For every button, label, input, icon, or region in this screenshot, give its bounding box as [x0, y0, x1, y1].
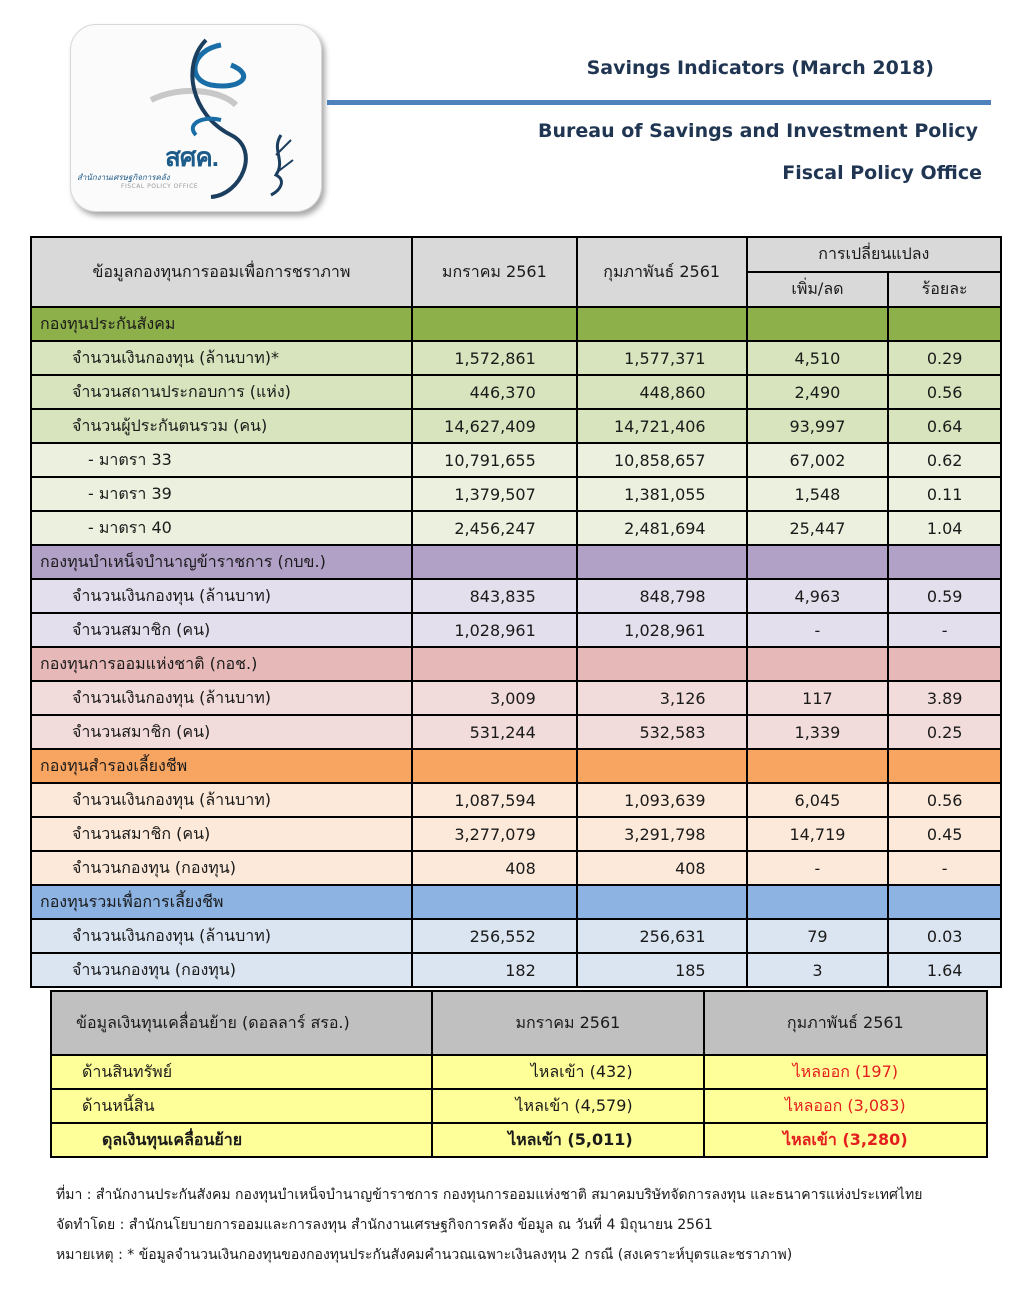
- logo-org-thai: สำนักงานเศรษฐกิจการคลัง: [77, 173, 170, 182]
- section-empty-cell: [577, 647, 747, 681]
- flow-feb-value: ไหลเข้า (3,280): [704, 1123, 987, 1157]
- cell-feb: 185: [577, 953, 747, 987]
- cell-jan: 14,627,409: [412, 409, 577, 443]
- row-label: - มาตรา 33: [31, 443, 412, 477]
- cell-feb: 14,721,406: [577, 409, 747, 443]
- cell-jan: 1,379,507: [412, 477, 577, 511]
- cell-feb: 256,631: [577, 919, 747, 953]
- section-empty-cell: [888, 647, 1001, 681]
- table-row: [31, 477, 1001, 511]
- footnotes: [56, 1180, 922, 1270]
- cell-jan: 1,572,861: [412, 341, 577, 375]
- section-empty-cell: [412, 647, 577, 681]
- table-row: [31, 919, 1001, 953]
- cell-pct: -: [888, 851, 1001, 885]
- row-label: - มาตรา 40: [31, 511, 412, 545]
- savings-fund-table: [30, 236, 1002, 988]
- flow-row-assets: [51, 1055, 987, 1089]
- row-label: จำนวนเงินกองทุน (ล้านบาท): [31, 783, 412, 817]
- cell-pct: 0.62: [888, 443, 1001, 477]
- cell-diff: 79: [747, 919, 889, 953]
- remark-note: หมายเหตุ : * ข้อมูลจำนวนเงินกองทุนของกองทุนประกันสังคมคำนวณเฉพาะเงินลงทุน 2 กรณี (สงเคราะห์บุตรและชราภาพ): [56, 1247, 793, 1263]
- flow-feb-value: ไหลออก (3,083): [704, 1089, 987, 1123]
- cell-jan: 182: [412, 953, 577, 987]
- row-label: จำนวนสมาชิก (คน): [31, 715, 412, 749]
- cell-pct: 1.04: [888, 511, 1001, 545]
- flow-label: ด้านสินทรัพย์: [51, 1055, 432, 1089]
- section-empty-cell: [747, 647, 889, 681]
- cell-diff: 93,997: [747, 409, 889, 443]
- cell-pct: 0.59: [888, 579, 1001, 613]
- section-title: กองทุนประกันสังคม: [31, 307, 412, 341]
- cell-jan: 256,552: [412, 919, 577, 953]
- table-row: [31, 375, 1001, 409]
- source-note: ที่มา : สำนักงานประกันสังคม กองทุนบำเหน็จบำนาญข้าราชการ กองทุนการออมแห่งชาติ สมาคมบริษัทจัดการลงทุน และธนาคารแห่งประเทศไทย: [56, 1187, 923, 1203]
- table-row: [31, 953, 1001, 987]
- cell-diff: 14,719: [747, 817, 889, 851]
- row-label: - มาตรา 39: [31, 477, 412, 511]
- cell-feb: 2,481,694: [577, 511, 747, 545]
- section-empty-cell: [577, 545, 747, 579]
- table-row: [31, 443, 1001, 477]
- section-empty-cell: [747, 307, 889, 341]
- cell-pct: 0.56: [888, 783, 1001, 817]
- cell-pct: 0.11: [888, 477, 1001, 511]
- cell-jan: 10,791,655: [412, 443, 577, 477]
- section-empty-cell: [577, 749, 747, 783]
- col-header-feb: กุมภาพันธ์ 2561: [577, 237, 747, 307]
- cell-pct: 0.45: [888, 817, 1001, 851]
- cell-pct: 0.29: [888, 341, 1001, 375]
- fiscal-policy-office-logo: [70, 24, 322, 212]
- table-row: [31, 613, 1001, 647]
- cell-pct: 0.03: [888, 919, 1001, 953]
- col-header-item: ข้อมูลกองทุนการออมเพื่อการชราภาพ: [31, 237, 412, 307]
- section-empty-cell: [747, 885, 889, 919]
- section-header-row: [31, 749, 1001, 783]
- row-label: จำนวนสมาชิก (คน): [31, 613, 412, 647]
- cell-diff: 67,002: [747, 443, 889, 477]
- cell-pct: 3.89: [888, 681, 1001, 715]
- cell-jan: 3,009: [412, 681, 577, 715]
- page-title: Savings Indicators (March 2018): [586, 57, 934, 79]
- cell-feb: 3,291,798: [577, 817, 747, 851]
- section-empty-cell: [412, 307, 577, 341]
- table-row: [31, 851, 1001, 885]
- cell-jan: 446,370: [412, 375, 577, 409]
- cell-pct: 1.64: [888, 953, 1001, 987]
- section-empty-cell: [577, 307, 747, 341]
- flow-header-item: ข้อมูลเงินทุนเคลื่อนย้าย (ดอลลาร์ สรอ.): [51, 991, 432, 1055]
- cell-jan: 2,456,247: [412, 511, 577, 545]
- flow-jan-value: ไหลเข้า (4,579): [432, 1089, 704, 1123]
- table-row: [31, 579, 1001, 613]
- flow-row-liabilities: [51, 1089, 987, 1123]
- row-label: จำนวนผู้ประกันตนรวม (คน): [31, 409, 412, 443]
- flow-row-balance: [51, 1123, 987, 1157]
- logo-org-english: FISCAL POLICY OFFICE: [121, 183, 199, 190]
- cell-pct: 0.64: [888, 409, 1001, 443]
- capital-flow-table: [50, 990, 988, 1158]
- cell-feb: 532,583: [577, 715, 747, 749]
- section-empty-cell: [888, 545, 1001, 579]
- cell-feb: 1,381,055: [577, 477, 747, 511]
- table-row: [31, 817, 1001, 851]
- col-header-jan: มกราคม 2561: [412, 237, 577, 307]
- table-row: [31, 341, 1001, 375]
- cell-diff: 2,490: [747, 375, 889, 409]
- cell-diff: 117: [747, 681, 889, 715]
- row-label: จำนวนสถานประกอบการ (แห่ง): [31, 375, 412, 409]
- flow-jan-value: ไหลเข้า (432): [432, 1055, 704, 1089]
- cell-pct: 0.56: [888, 375, 1001, 409]
- row-label: จำนวนเงินกองทุน (ล้านบาท)*: [31, 341, 412, 375]
- flow-label: ด้านหนี้สิน: [51, 1089, 432, 1123]
- section-empty-cell: [412, 545, 577, 579]
- cell-diff: 4,510: [747, 341, 889, 375]
- section-empty-cell: [412, 749, 577, 783]
- section-empty-cell: [412, 885, 577, 919]
- table-row: [31, 409, 1001, 443]
- cell-diff: 1,548: [747, 477, 889, 511]
- section-header-row: [31, 307, 1001, 341]
- cell-pct: 0.25: [888, 715, 1001, 749]
- cell-feb: 408: [577, 851, 747, 885]
- cell-jan: 1,028,961: [412, 613, 577, 647]
- row-label: จำนวนเงินกองทุน (ล้านบาท): [31, 681, 412, 715]
- row-label: จำนวนกองทุน (กองทุน): [31, 953, 412, 987]
- col-header-diff: เพิ่ม/ลด: [747, 272, 889, 307]
- table-row: [31, 715, 1001, 749]
- col-header-change: การเปลี่ยนแปลง: [747, 237, 1001, 272]
- cell-jan: 3,277,079: [412, 817, 577, 851]
- cell-feb: 448,860: [577, 375, 747, 409]
- cell-jan: 843,835: [412, 579, 577, 613]
- cell-diff: -: [747, 613, 889, 647]
- flow-header-jan: มกราคม 2561: [432, 991, 704, 1055]
- bureau-name: Bureau of Savings and Investment Policy: [538, 120, 978, 142]
- cell-diff: 6,045: [747, 783, 889, 817]
- flow-header-feb: กุมภาพันธ์ 2561: [704, 991, 987, 1055]
- cell-diff: 25,447: [747, 511, 889, 545]
- cell-jan: 1,087,594: [412, 783, 577, 817]
- cell-feb: 848,798: [577, 579, 747, 613]
- flow-jan-value: ไหลเข้า (5,011): [432, 1123, 704, 1157]
- section-empty-cell: [747, 545, 889, 579]
- row-label: จำนวนกองทุน (กองทุน): [31, 851, 412, 885]
- col-header-pct: ร้อยละ: [888, 272, 1001, 307]
- prepared-by-note: จัดทำโดย : สำนักนโยบายการออมและการลงทุน สำนักงานเศรษฐกิจการคลัง ข้อมูล ณ วันที่ 4 มิถุนายน 2561: [56, 1217, 713, 1233]
- cell-diff: 3: [747, 953, 889, 987]
- table-row: [31, 783, 1001, 817]
- section-title: กองทุนรวมเพื่อการเลี้ยงชีพ: [31, 885, 412, 919]
- cell-diff: 4,963: [747, 579, 889, 613]
- cell-feb: 1,028,961: [577, 613, 747, 647]
- section-title: กองทุนการออมแห่งชาติ (กอช.): [31, 647, 412, 681]
- section-empty-cell: [747, 749, 889, 783]
- cell-diff: -: [747, 851, 889, 885]
- flow-feb-value: ไหลออก (197): [704, 1055, 987, 1089]
- section-empty-cell: [888, 749, 1001, 783]
- section-empty-cell: [577, 885, 747, 919]
- flow-label: ดุลเงินทุนเคลื่อนย้าย: [51, 1123, 432, 1157]
- cell-pct: -: [888, 613, 1001, 647]
- section-header-row: [31, 885, 1001, 919]
- section-title: กองทุนสำรองเลี้ยงชีพ: [31, 749, 412, 783]
- cell-feb: 1,093,639: [577, 783, 747, 817]
- section-empty-cell: [888, 307, 1001, 341]
- logo-abbreviation: สศค.: [165, 142, 218, 172]
- table-row: [31, 681, 1001, 715]
- cell-diff: 1,339: [747, 715, 889, 749]
- header-divider: [327, 100, 991, 105]
- section-title: กองทุนบำเหน็จบำนาญข้าราชการ (กบข.): [31, 545, 412, 579]
- row-label: จำนวนเงินกองทุน (ล้านบาท): [31, 579, 412, 613]
- cell-feb: 3,126: [577, 681, 747, 715]
- row-label: จำนวนสมาชิก (คน): [31, 817, 412, 851]
- cell-jan: 531,244: [412, 715, 577, 749]
- section-empty-cell: [888, 885, 1001, 919]
- row-label: จำนวนเงินกองทุน (ล้านบาท): [31, 919, 412, 953]
- section-header-row: [31, 545, 1001, 579]
- table-row: [31, 511, 1001, 545]
- section-header-row: [31, 647, 1001, 681]
- cell-feb: 10,858,657: [577, 443, 747, 477]
- cell-jan: 408: [412, 851, 577, 885]
- cell-feb: 1,577,371: [577, 341, 747, 375]
- office-name: Fiscal Policy Office: [782, 162, 982, 184]
